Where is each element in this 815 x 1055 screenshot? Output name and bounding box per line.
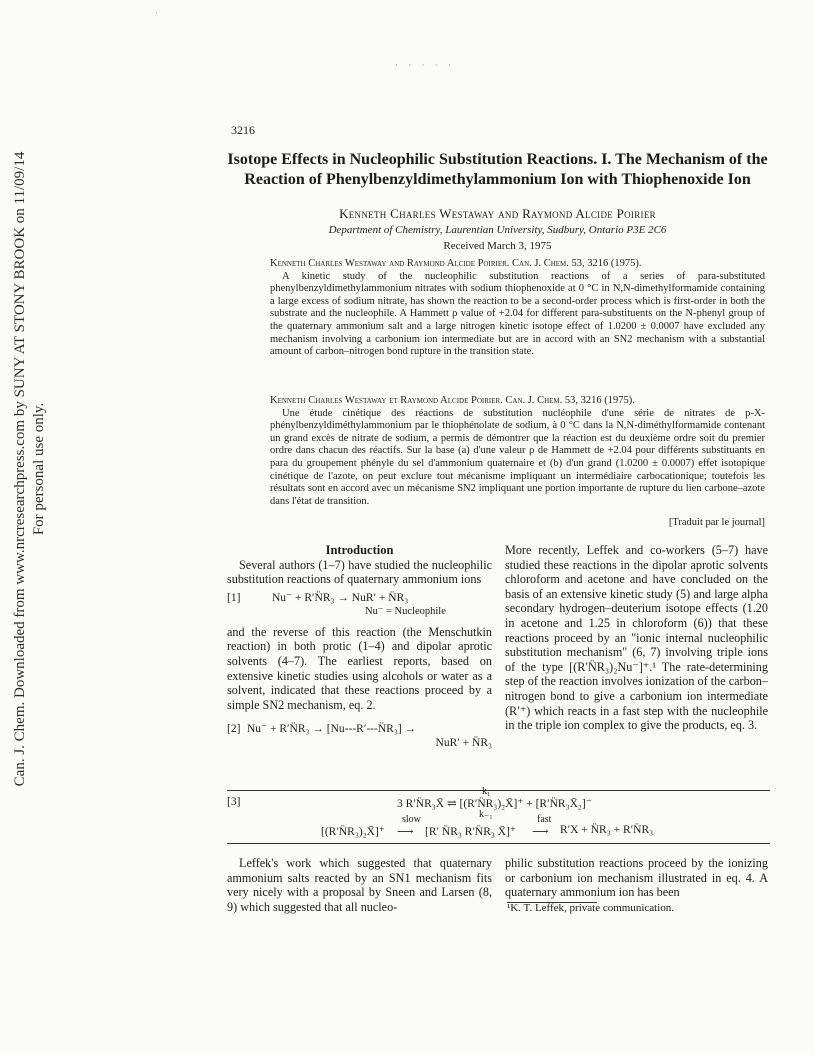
eq3-fast-label: fast (537, 814, 552, 825)
download-watermark (11, 149, 49, 789)
abstract-french (270, 395, 765, 508)
equation-2 (227, 722, 492, 756)
eq3-fast-arrow: ⟶ (532, 826, 549, 838)
eq2-number: [2] (227, 723, 241, 736)
eq1-body: Nu⁻ + R′N̈R₃ → NuR′ + N̈R₃ (272, 591, 409, 604)
translator-note: [Traduit par le journal] (668, 517, 765, 528)
eq3-line-1: 3 R′N̈R₃X̄ ⇌ [(R′N̈R₃)₂X̄]⁺ + [R′N̈R₃X̄₂]⁻ (397, 798, 592, 810)
ornament: · · · · · (395, 60, 455, 70)
page-number: 3216 (231, 123, 255, 137)
eq1-number: [1] (227, 591, 241, 604)
abstract-english (270, 258, 765, 359)
abstract-fr-citation: Kenneth Charles Westaway et Raymond Alcide Poirier. Can. J. Chem. 53, 3216 (1975). (270, 395, 635, 406)
abstract-fr-text: Une étude cinétique des réactions de substitution nucléophile d'une série de nitrates de p-X-phénylbenzyldiméthylammonium par le thiophénolate de sodium, à 0 °C dans la N,N-diméthylformamide contenant un grand excès de nitrate de sodium, a permis de démontrer que la réaction est du deuxième ordre soit du premier ordre dans chacun des réactifs. Sur la base (a) d'une valeur ρ de Hammett de +2.04 pour différents substituants en para du groupement phényle du sel d'ammonium quaternaire et (b) d'un grand (1.0200 ± 0.0007) effet isotopique cinétique de l'azote, on peut exclure tout mécanisme impliquant un intermédiaire carbocationique; toutefois les résultats sont en accord avec un mécanisme SN2 impliquant une portion importante de rupture du lien carbone–azote dans l'état de transition. (270, 407, 765, 507)
bottom-right-paragraph (505, 856, 768, 900)
eq3-slow-label: slow (402, 814, 421, 825)
left-column (227, 543, 492, 756)
intro-paragraph-1: Several authors (1–7) have studied the nucleophilic substitution reactions of quaternary ammonium ions (227, 557, 492, 587)
eq2-line-1: Nu⁻ + R′N̈R₃ → [Nu---R′---N̈R₃] → (247, 723, 417, 736)
eq3-slow-arrow: ⟶ (397, 826, 414, 838)
equation-1 (227, 591, 492, 625)
eq3-line-2a: [(R′N̈R₃)₂X̄]⁺ (321, 826, 385, 838)
equation-rule-bottom (227, 843, 770, 844)
abstract-en-citation: Kenneth Charles Westaway and Raymond Alcide Poirier. Can. J. Chem. 53, 3216 (1975). (270, 258, 642, 269)
authors: Kenneth Charles Westaway and Raymond Alcide Poirier (339, 206, 656, 221)
eq3-line-2c: R′X + N̈R₃ + R′N̈R₃ (560, 824, 654, 836)
watermark-line-2: For personal use only. (31, 402, 47, 536)
article-title: Isotope Effects in Nucleophilic Substitution Reactions. I. The Mechanism of the Reaction of Phenylbenzyldimethylammonium Ion with Thiophenoxide Ion (227, 151, 768, 188)
eq3-line-2b: [R′ N̈R₃ R′N̈R₃ X̄]⁺ (425, 826, 517, 838)
received-date: Received March 3, 1975 (443, 240, 552, 252)
eq3-number: [3] (227, 796, 241, 808)
right-column (505, 543, 768, 733)
eq1-note: Nu⁻ = Nucleophile (365, 605, 446, 617)
abstract-en-text: A kinetic study of the nucleophilic substitution reactions of a series of para-substituted phenylbenzyldimethylammonium nitrates with sodium thiophenoxide at 0 °C in N,N-dimethylformamide containing a large excess of sodium nitrate, has shown the reaction to be a second-order process which is first-order in both the substrate and the nucleophile. A Hammett ρ value of +2.04 for different para-substituents on the N-phenyl group of the quaternary ammonium salt and a large nitrogen kinetic isotope effect of 1.0200 ± 0.0007 have excluded any mechanism involving a carbonium ion intermediate but are in accord with an SN2 mechanism with a substantial amount of carbon–nitrogen bond rupture in the transition state. (270, 270, 765, 358)
equation-rule-top (227, 790, 770, 791)
watermark-line-1: Can. J. Chem. Downloaded from www.nrcresearchpress.com by SUNY AT STONY BROOK on 11/09/14 (12, 151, 28, 787)
affiliation: Department of Chemistry, Laurentian University, Sudbury, Ontario P3E 2C6 (328, 224, 667, 236)
bottom-right-text: philic substitution reactions proceed by the ionizing or carbonium ion mechanism illustrated in eq. 4. A quaternary ammonium ion has been (505, 856, 768, 900)
eq3-k-minus-1: k₋₁ (479, 809, 493, 820)
footnote: ¹K. T. Leffek, private communication. (507, 902, 675, 914)
intro-paragraph-2: and the reverse of this reaction (the Menschutkin reaction) in both protic (1–4) and dipolar aprotic solvents (4–7). The earliest reports, based on extensive kinetic studies using alcohols or water as a solvent, indicated that these reactions proceed by a simple SN2 mechanism, eq. 2. (227, 624, 492, 712)
section-heading-introduction: Introduction (325, 543, 394, 557)
right-paragraph-1: More recently, Leffek and co-workers (5–7) have studied these reactions in the dipolar aprotic solvents chloroform and acetone and have concluded on the basis of an extensive kinetic study (5) and large alpha secondary hydrogen–deuterium isotope effects (1.20 in acetone and 1.25 in chloroform (6)) that these reactions proceed by an "ionic internal nucleophilic substitution mechanism" (6, 7) involving triple ions of the type [(R′N̈R₃)₂Nu⁻]⁺.¹ The rate-determining step of the reaction involves ionization of the carbon–nitrogen bond to give a carbonium ion intermediate (R′⁺) which reacts in a fast step with the nucleophile in the triple ion complex to give the products, eq. 3. (505, 543, 768, 733)
eq2-line-2: NuR′ + N̈R₃ (435, 737, 492, 750)
eq3-k1: k₁ (482, 786, 491, 797)
equation-3 (227, 786, 770, 842)
bottom-left-text: Leffek's work which suggested that quaternary ammonium salts reacted by an SN1 mechanism fits very nicely with a proposal by Sneen and Larsen (8, 9) which suggested that all nucleo- (227, 856, 492, 914)
bottom-left-paragraph (227, 856, 492, 914)
scan-speck: · (155, 8, 158, 18)
